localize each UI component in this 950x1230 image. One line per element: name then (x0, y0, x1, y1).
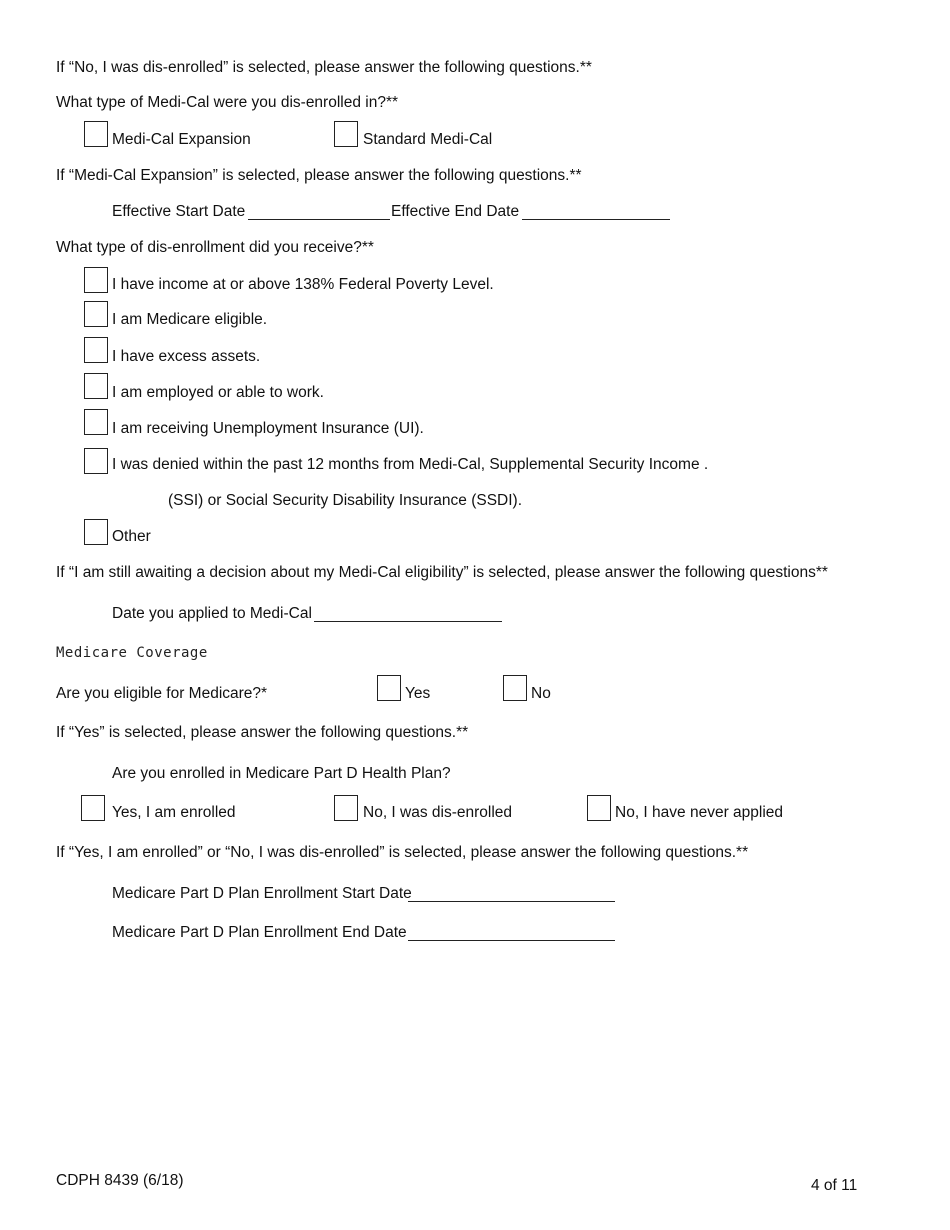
partd-start-field[interactable] (408, 901, 615, 902)
medicare-eligible-question: Are you eligible for Medicare?* (56, 685, 268, 702)
reason-medicare-checkbox[interactable] (84, 301, 108, 327)
disenrolled-intro: If “No, I was dis-enrolled” is selected, please answer the following questions.** (56, 59, 592, 76)
effective-start-field[interactable] (248, 219, 390, 220)
medical-expansion-checkbox[interactable] (84, 121, 108, 147)
medicare-yes-label: Yes (405, 685, 431, 702)
medicare-no-checkbox[interactable] (503, 675, 527, 701)
standard-medical-label: Standard Medi-Cal (363, 131, 493, 148)
partd-end-field[interactable] (408, 940, 615, 941)
enrolled-intro: If “Yes, I am enrolled” or “No, I was dis-enrolled” is selected, please answer the following questions.** (56, 844, 749, 861)
medical-type-question: What type of Medi-Cal were you dis-enrolled in?** (56, 94, 399, 111)
page-number: 4 of 11 (811, 1177, 858, 1194)
reason-employed-label: I am employed or able to work. (112, 384, 324, 401)
reason-assets-checkbox[interactable] (84, 337, 108, 363)
standard-medical-checkbox[interactable] (334, 121, 358, 147)
partd-start-label: Medicare Part D Plan Enrollment Start Date (112, 885, 412, 902)
date-applied-label: Date you applied to Medi-Cal (112, 605, 312, 622)
effective-start-label: Effective Start Date (112, 203, 246, 220)
reason-income-checkbox[interactable] (84, 267, 108, 293)
partd-disenrolled-checkbox[interactable] (334, 795, 358, 821)
reason-medicare-label: I am Medicare eligible. (112, 311, 268, 328)
reason-denied-checkbox[interactable] (84, 448, 108, 474)
section-title-medicare: Medicare Coverage (56, 645, 208, 661)
disenroll-question: What type of dis-enrollment did you receive?** (56, 239, 374, 256)
medicare-no-label: No (531, 685, 551, 702)
effective-end-field[interactable] (522, 219, 670, 220)
partd-end-label: Medicare Part D Plan Enrollment End Date (112, 924, 407, 941)
awaiting-intro: If “I am still awaiting a decision about my Medi-Cal eligibility” is selected, please answer the following questions** (56, 564, 828, 581)
expansion-intro: If “Medi-Cal Expansion” is selected, please answer the following questions.** (56, 167, 582, 184)
reason-assets-label: I have excess assets. (112, 348, 261, 365)
reason-ui-label: I am receiving Unemployment Insurance (UI). (112, 420, 424, 437)
partd-question: Are you enrolled in Medicare Part D Health Plan? (112, 765, 451, 782)
yes-intro: If “Yes” is selected, please answer the following questions.** (56, 724, 469, 741)
reason-income-label: I have income at or above 138% Federal Poverty Level. (112, 276, 494, 293)
reason-employed-checkbox[interactable] (84, 373, 108, 399)
reason-other-checkbox[interactable] (84, 519, 108, 545)
form-id: CDPH 8439 (6/18) (56, 1172, 184, 1189)
reason-other-label: Other (112, 528, 151, 545)
reason-denied-continuation: (SSI) or Social Security Disability Insurance (SSDI). (168, 492, 523, 509)
partd-never-applied-checkbox[interactable] (587, 795, 611, 821)
partd-disenrolled-label: No, I was dis-enrolled (363, 804, 513, 821)
partd-enrolled-label: Yes, I am enrolled (112, 804, 236, 821)
date-applied-field[interactable] (314, 621, 502, 622)
effective-end-label: Effective End Date (391, 203, 520, 220)
partd-enrolled-checkbox[interactable] (81, 795, 105, 821)
medicare-yes-checkbox[interactable] (377, 675, 401, 701)
reason-denied-label: I was denied within the past 12 months from Medi-Cal, Supplemental Security Income . (112, 456, 709, 473)
reason-ui-checkbox[interactable] (84, 409, 108, 435)
partd-never-applied-label: No, I have never applied (615, 804, 784, 821)
medical-expansion-label: Medi-Cal Expansion (112, 131, 251, 148)
